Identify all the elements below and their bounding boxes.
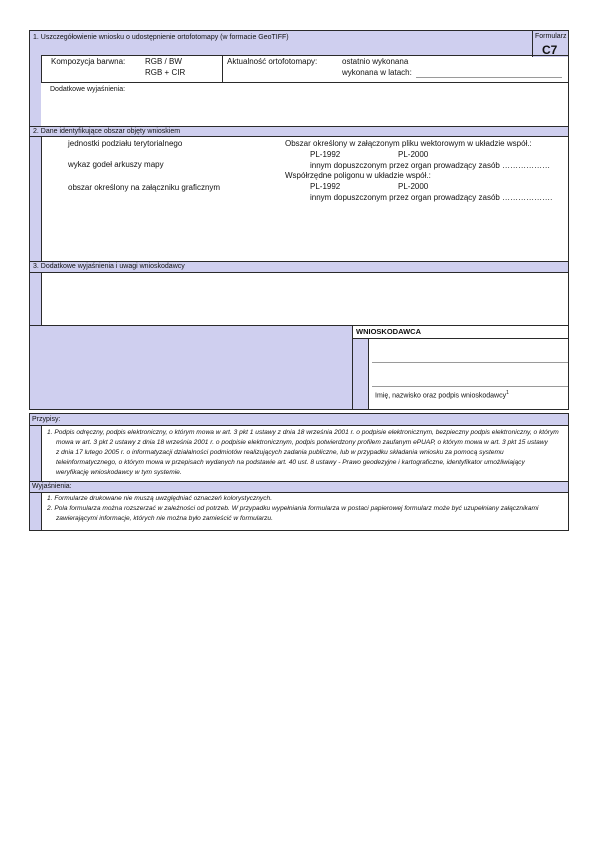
option-jednostki[interactable]: jednostki podziału terytorialnego	[68, 139, 183, 148]
przypisy-header	[30, 414, 568, 425]
aktualnosc-label: Aktualność ortofotomapy:	[227, 57, 318, 66]
signature-strip	[353, 339, 368, 409]
dodatkowe-field[interactable]	[42, 95, 567, 125]
vector-file-label: Obszar określony w załączonym pliku wektorowym w układzie współ.:	[285, 139, 532, 148]
option-polygon-pl2000[interactable]: PL-2000	[398, 182, 429, 191]
przypisy-line-2: mowa w art. 3 pkt 2 ustawy z dnia 18 września 2001 r. o podpisie elektronicznym, podpis potwierdzony profilem zaufanym ePUAP, o którym mowa w art. 3 pkt 15 ustawy	[56, 439, 548, 446]
wyjasnienia-item-1: 1. Formularze drukowane nie muszą uwzględniać oznaczeń kolorystycznych.	[47, 495, 273, 502]
signature-caption: Imię, nazwisko oraz podpis wnioskodawcy$^1$	[375, 390, 509, 400]
przypisy-line-4: teleinformatycznego, o którym mowa w przepisach wydanych na podstawie art. 40 ust. 8 ustawy - Prawo geodezyjne i kartograficzne, identyfikator umożliwiający	[56, 459, 525, 466]
przypisy-line-3: z dnia 17 lutego 2005 r. o informatyzacji działalności podmiotów realizujących zadania publiczne, lub w przypadku składania wniosku za pomocą systemu	[56, 449, 504, 456]
form-code: C7	[542, 43, 558, 57]
wyjasnienia-title: Wyjaśnienia:	[32, 483, 72, 490]
form-label: Formularz	[535, 33, 567, 40]
przypisy-line-5: weryfikację wnioskodawcy w tym systemie.	[56, 469, 182, 476]
aktualnosc-option-years[interactable]: wykonana w latach:	[342, 68, 412, 77]
option-vector-pl2000[interactable]: PL-2000	[398, 150, 429, 159]
bottom-left-area	[30, 326, 352, 409]
signature-line-1[interactable]	[372, 362, 568, 363]
option-vector-other[interactable]: innym dopuszczonym przez organ prowadzący zasób ………………	[310, 161, 551, 170]
kompozycja-option-rgb-cir[interactable]: RGB + CIR	[145, 68, 186, 77]
przypisy-strip	[30, 426, 41, 481]
przypisy-title: Przypisy:	[32, 416, 61, 423]
option-wykaz-godel[interactable]: wykaz godeł arkuszy mapy	[68, 160, 164, 169]
section3-strip	[30, 273, 41, 325]
aktualnosc-option-latest[interactable]: ostatnio wykonana	[342, 57, 409, 66]
section1-strip	[30, 55, 41, 127]
dodatkowe-label: Dodatkowe wyjaśnienia:	[50, 86, 126, 93]
wnioskodawca-heading: WNIOSKODAWCA	[356, 327, 421, 336]
option-zalacznik-graficzny[interactable]: obszar określony na załączniku graficznym	[68, 183, 221, 192]
option-polygon-other[interactable]: innym dopuszczonym przez organ prowadzący zasób ……………….	[310, 193, 553, 202]
section3-field[interactable]	[42, 273, 567, 324]
wyjasnienia-header	[30, 482, 568, 492]
section2-title: 2. Dane identyfikujące obszar objęty wnioskiem	[33, 128, 181, 135]
option-polygon-pl1992[interactable]: PL-1992	[310, 182, 341, 191]
section3-title: 3. Dodatkowe wyjaśnienia i uwagi wnioskodawcy	[33, 263, 185, 270]
wyjasnienia-item-2-line-1: 2. Pola formularza można rozszerzać w zależności od potrzeb. W przypadku wypełniania formularza w postaci papierowej formularz może być uzupełniany załącznikami	[47, 505, 539, 512]
wyjasnienia-item-2-line-2: zawierającymi informacje, których nie można było zamieścić w formularzu.	[56, 515, 273, 522]
kompozycja-label: Kompozycja barwna:	[51, 57, 126, 66]
przypisy-line-1: 1. Podpis odręczny, podpis elektroniczny, o którym mowa w art. 3 pkt 1 ustawy z dnia 18 września 2001 r. o podpisie elektronicznym, bezpieczny podpis elektroniczny, o którym	[47, 429, 559, 436]
wyjasnienia-strip	[30, 493, 41, 530]
years-input-line[interactable]	[416, 77, 562, 78]
section2-strip	[30, 137, 41, 261]
option-vector-pl1992[interactable]: PL-1992	[310, 150, 341, 159]
footnote-ref: 1	[506, 390, 509, 396]
section1-title: 1. Uszczegółowienie wniosku o udostępnienie ortofotomapy (w formacie GeoTIFF)	[33, 34, 289, 41]
signature-line-2[interactable]	[372, 386, 568, 387]
kompozycja-option-rgb-bw[interactable]: RGB / BW	[145, 57, 182, 66]
polygon-coords-label: Współrzędne poligonu w układzie współ.:	[285, 171, 431, 180]
